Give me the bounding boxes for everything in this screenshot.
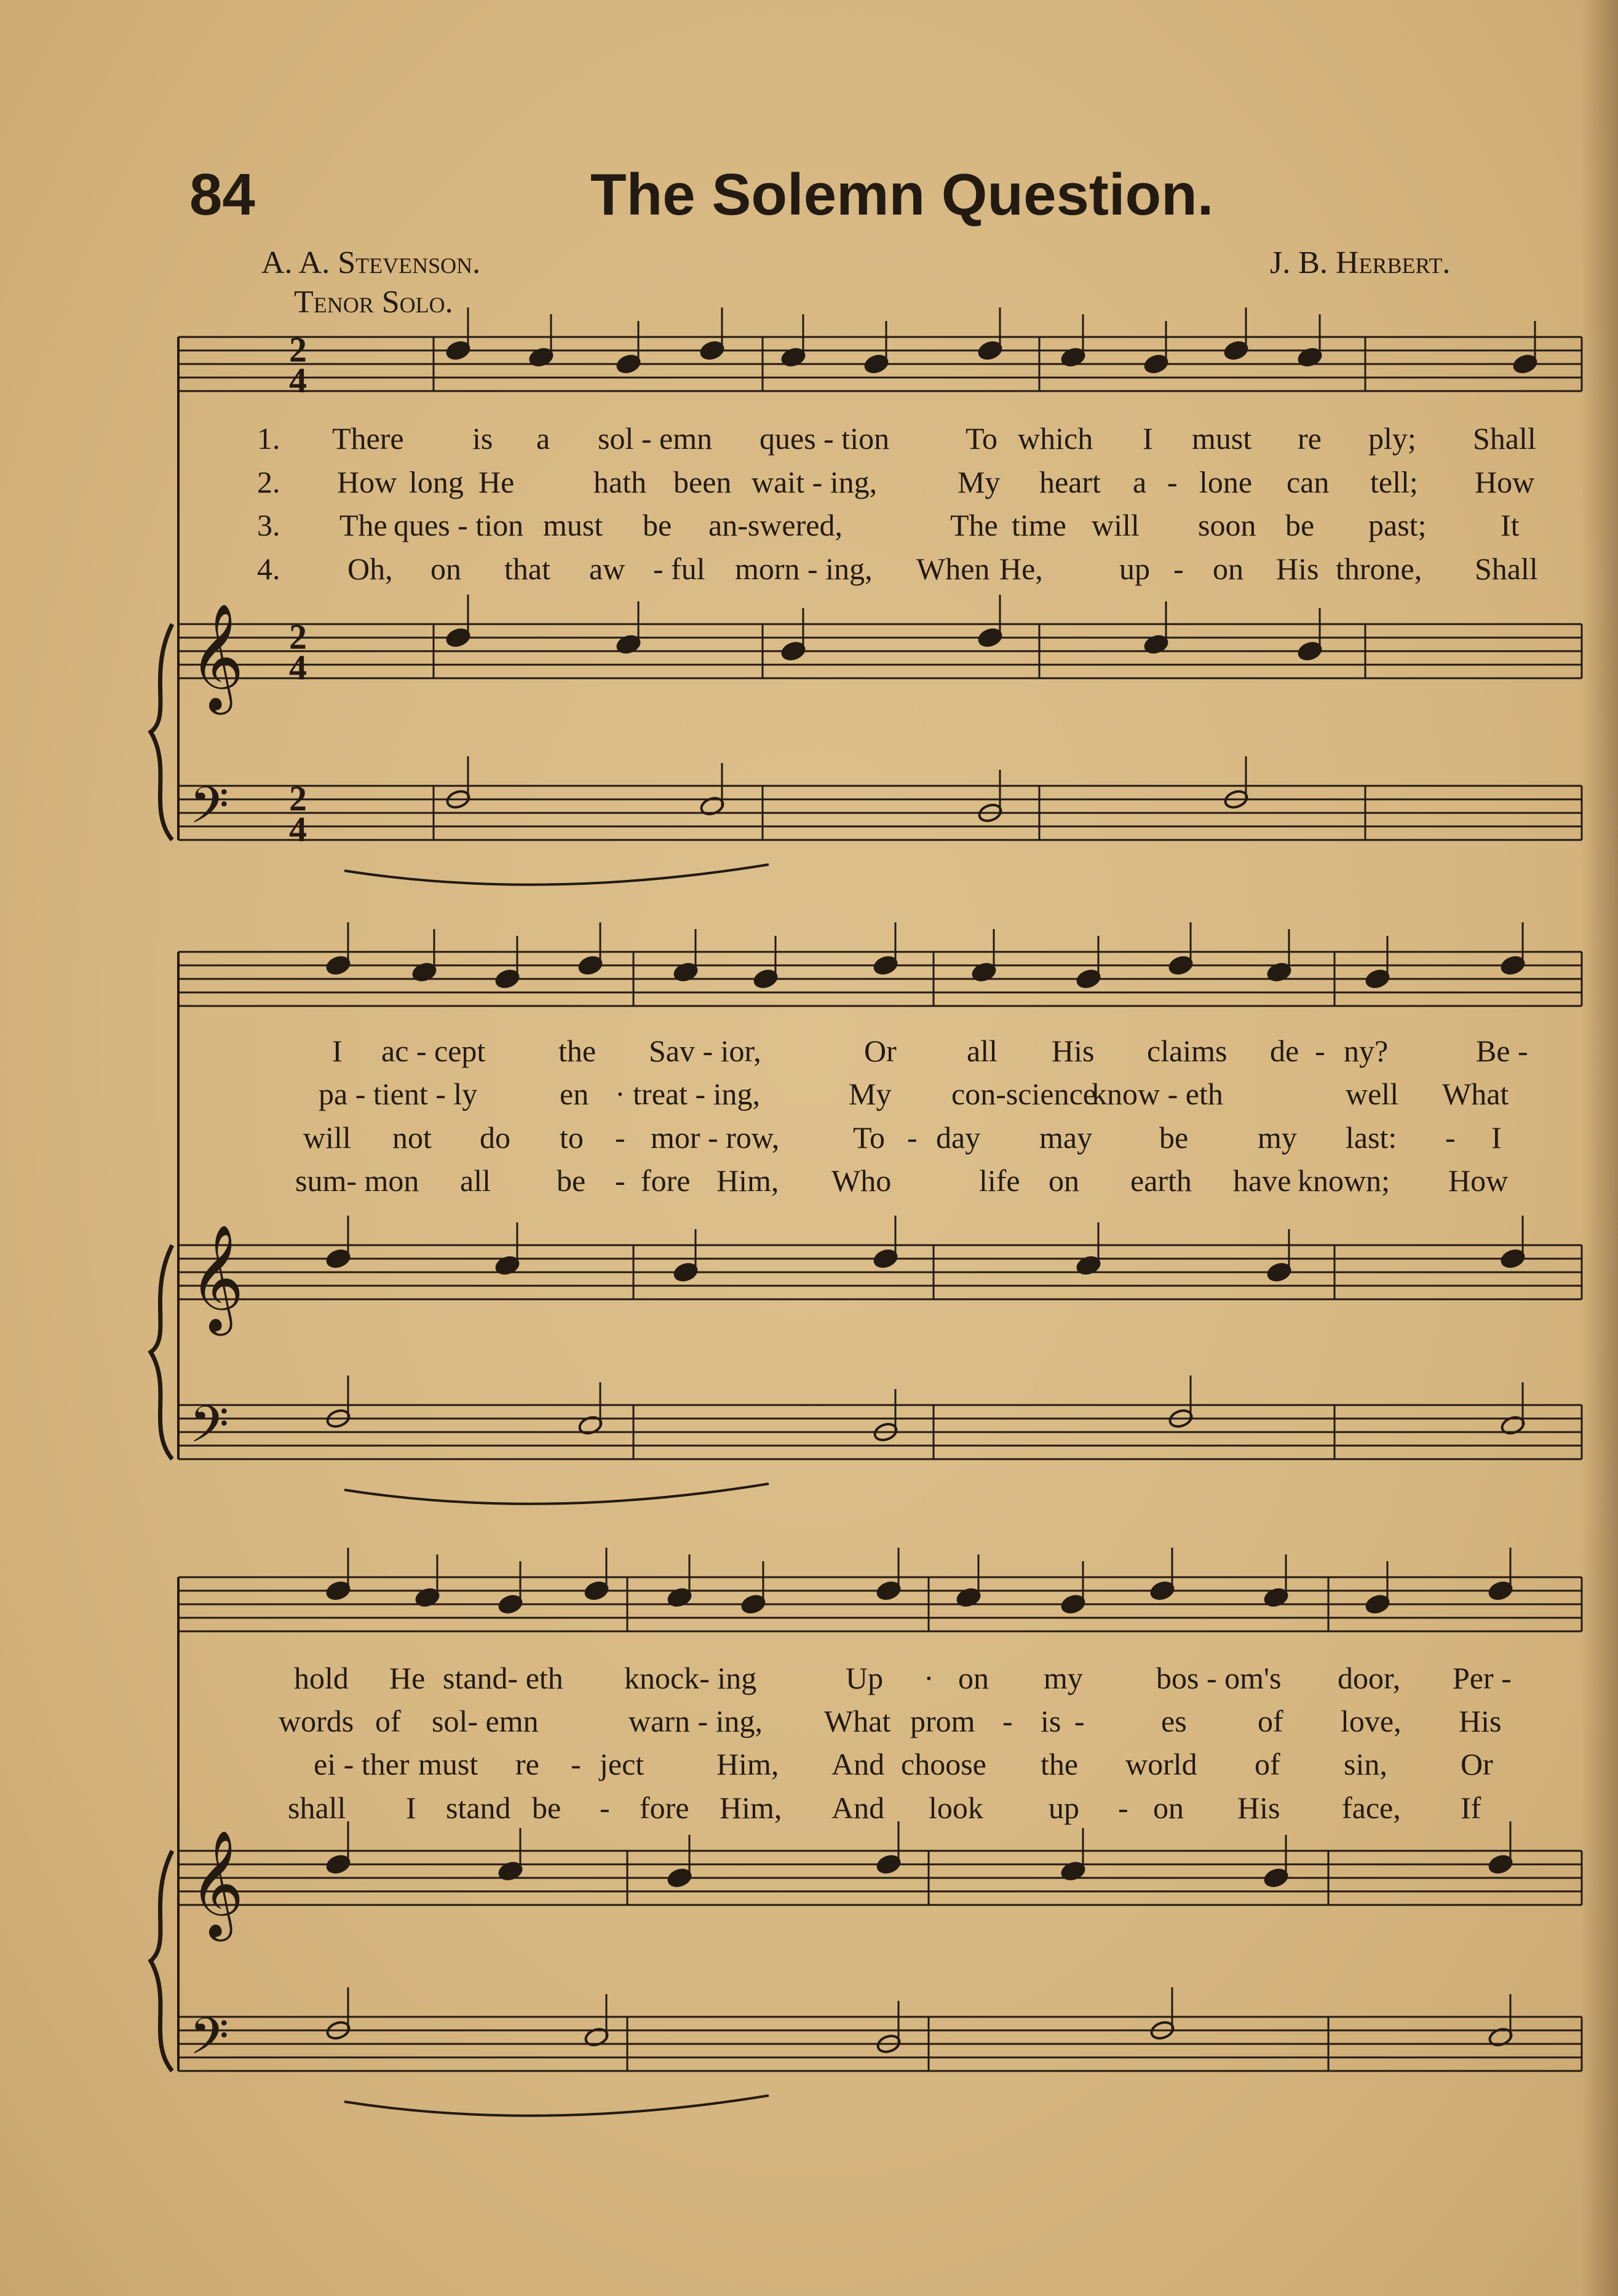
lyric-syllable: What [824, 1704, 891, 1738]
lyric-syllable: prom [910, 1704, 975, 1738]
lyric-syllable: do [480, 1120, 510, 1155]
lyric-syllable: re [515, 1747, 539, 1781]
lyric-syllable: is [1041, 1704, 1061, 1738]
lyric-syllable: Be - [1476, 1034, 1528, 1068]
lyric-syllable: must [1192, 421, 1252, 456]
lyric-syllable: on [430, 552, 461, 586]
lyric-syllable: - [1118, 1791, 1128, 1825]
lyric-syllable: His [1459, 1704, 1502, 1738]
treble-clef-icon: 𝄞 [189, 1224, 244, 1331]
lyric-syllable: To [853, 1120, 886, 1155]
lyric-syllable: aw [589, 552, 625, 586]
lyric-syllable: mor - row, [651, 1120, 780, 1155]
lyric-syllable: on [1153, 1791, 1184, 1825]
lyric-syllable: throne, [1336, 552, 1422, 586]
lyric-syllable: an-swered, [708, 508, 843, 542]
verse-line [0, 1660, 1618, 1697]
lyric-syllable: - [571, 1747, 581, 1781]
lyric-syllable: Him, [720, 1791, 782, 1825]
lyric-syllable: time [1012, 508, 1066, 542]
lyric-syllable: sin, [1344, 1747, 1387, 1781]
verse-line [0, 1033, 1618, 1070]
hymn-title: The Solemn Question. [590, 162, 1214, 228]
lyric-syllable: knock- ing [624, 1661, 757, 1695]
lyric-syllable: - [1445, 1120, 1456, 1155]
lyric-syllable: claims [1147, 1034, 1227, 1068]
lyric-syllable: sum- mon [295, 1163, 419, 1198]
time-signature-bottom: 4 [289, 809, 307, 849]
lyric-syllable: I [406, 1791, 416, 1825]
lyric-syllable: earth [1130, 1163, 1192, 1198]
lyric-syllable: the [558, 1034, 597, 1068]
lyric-syllable: fore [640, 1791, 689, 1825]
lyric-syllable: on [1213, 552, 1243, 586]
verse-line [0, 464, 1618, 501]
lyric-syllable: stand [446, 1791, 511, 1825]
lyric-syllable: - [907, 1120, 918, 1155]
time-signature-bottom: 4 [289, 647, 307, 687]
lyric-syllable: sol- emn [432, 1704, 539, 1738]
lyric-syllable: well [1346, 1077, 1399, 1111]
verse-number: 4. [257, 552, 280, 586]
lyric-syllable: of [1255, 1747, 1280, 1781]
lyric-syllable: Or [864, 1034, 897, 1068]
lyric-syllable: wait - ing, [751, 465, 878, 499]
lyric-syllable: · [924, 1661, 934, 1695]
lyric-syllable: be [532, 1791, 561, 1825]
verse-line [0, 507, 1618, 544]
lyric-syllable: es [1161, 1704, 1187, 1738]
verse-line [0, 1120, 1618, 1157]
lyric-syllable: will [1092, 508, 1140, 542]
time-signature-bottom: 4 [289, 360, 307, 400]
lyric-syllable: sol - emn [598, 421, 713, 456]
lyric-syllable: ply; [1368, 421, 1416, 456]
lyric-syllable: Sav - ior, [649, 1034, 761, 1068]
lyric-syllable: my [1258, 1120, 1297, 1155]
lyric-syllable: shall [288, 1791, 346, 1825]
lyric-syllable: It [1501, 508, 1520, 542]
verse-line [0, 1746, 1618, 1783]
lyric-syllable: Shall [1473, 421, 1536, 456]
lyric-syllable: ques - tion [394, 508, 524, 542]
lyric-syllable: on [958, 1661, 989, 1695]
lyric-syllable: words [279, 1704, 354, 1738]
verse-line [0, 551, 1618, 588]
lyric-syllable: There [332, 421, 404, 456]
composer-credit: J. B. Herbert. [1270, 245, 1451, 280]
lyric-syllable: morn - ing, [735, 552, 873, 586]
verse-line [0, 421, 1618, 457]
lyric-syllable: hold [294, 1661, 349, 1695]
lyric-syllable: To [966, 421, 998, 456]
lyric-syllable: Per - [1453, 1661, 1512, 1695]
author-credit: A. A. Stevenson. [261, 245, 481, 280]
lyric-syllable: love, [1341, 1704, 1402, 1738]
lyric-syllable: known; [1298, 1163, 1390, 1198]
lyric-syllable: lone [1199, 465, 1253, 499]
lyric-syllable: be [1285, 508, 1315, 542]
time-signature-top: 2 [289, 330, 307, 370]
lyric-syllable: How [1448, 1163, 1509, 1198]
lyric-syllable: If [1461, 1791, 1481, 1825]
lyric-syllable: - [1074, 1704, 1085, 1738]
lyric-syllable: a [536, 421, 550, 456]
time-signature-top: 2 [289, 617, 307, 657]
lyric-syllable: What [1442, 1077, 1509, 1111]
lyric-syllable: door, [1338, 1661, 1401, 1695]
grand-staff-brace [151, 1851, 172, 2071]
lyric-syllable: warn - ing, [629, 1704, 763, 1738]
lyric-syllable: be [557, 1163, 586, 1198]
bass-clef-icon: 𝄢 [189, 1395, 229, 1467]
lyric-syllable: Shall [1475, 552, 1538, 586]
verse-line [0, 1163, 1618, 1200]
lyric-syllable: last: [1346, 1120, 1397, 1155]
lyric-syllable: The [339, 508, 387, 542]
lyric-syllable: When [916, 552, 990, 586]
lyric-syllable: - [1167, 465, 1178, 499]
slur [344, 865, 769, 885]
lyric-syllable: long [409, 465, 464, 499]
lyric-syllable: How [1475, 465, 1535, 499]
lyric-syllable: soon [1198, 508, 1256, 542]
part-label: Tenor Solo. [294, 285, 453, 320]
verse-line [0, 1790, 1618, 1827]
lyric-syllable: Him, [716, 1747, 779, 1781]
lyric-syllable: past; [1368, 508, 1427, 542]
lyric-syllable: Him, [716, 1163, 779, 1198]
lyric-syllable: ac - cept [381, 1034, 486, 1068]
lyric-syllable: may [1039, 1120, 1093, 1155]
verse-number: 2. [257, 465, 280, 499]
lyric-syllable: on [1049, 1163, 1079, 1198]
grand-staff-brace [151, 1245, 172, 1459]
lyric-syllable: - [600, 1791, 610, 1825]
lyric-syllable: And [831, 1747, 885, 1781]
lyric-syllable: Up [846, 1661, 884, 1695]
lyric-syllable: The [950, 508, 998, 542]
lyric-syllable: the [1041, 1747, 1079, 1781]
lyric-syllable: My [958, 465, 1001, 499]
bass-clef-icon: 𝄢 [189, 775, 229, 847]
lyric-syllable: His [1276, 552, 1319, 586]
lyric-syllable: up [1049, 1791, 1079, 1825]
lyric-syllable: life [979, 1163, 1020, 1198]
verse-number: 3. [257, 508, 280, 542]
lyric-syllable: been [673, 465, 732, 499]
lyric-syllable: en [560, 1077, 589, 1111]
lyric-syllable: of [1258, 1704, 1283, 1738]
bass-clef-icon: 𝄢 [189, 2006, 229, 2078]
lyric-syllable: that [504, 552, 550, 586]
lyric-syllable: fore [641, 1163, 691, 1198]
slur [344, 2096, 769, 2116]
verse-line [0, 1703, 1618, 1740]
lyric-syllable: How [337, 465, 397, 499]
lyric-syllable: ny? [1344, 1034, 1389, 1068]
lyric-syllable: - ful [653, 552, 705, 586]
lyric-syllable: must [543, 508, 603, 542]
lyric-syllable: His [1237, 1791, 1280, 1825]
lyric-syllable: a [1133, 465, 1147, 499]
lyric-syllable: which [1018, 421, 1093, 456]
lyric-syllable: · treat - ing, [615, 1077, 761, 1111]
page-number: 84 [189, 162, 255, 228]
lyric-syllable: stand- eth [443, 1661, 563, 1695]
lyric-syllable: can [1287, 465, 1330, 499]
lyric-syllable: He, [999, 552, 1043, 586]
verse-number: 1. [257, 421, 280, 456]
lyric-syllable: - [1002, 1704, 1013, 1738]
lyric-syllable: bos - om's [1156, 1661, 1282, 1695]
lyric-syllable: tell; [1370, 465, 1418, 499]
lyric-syllable: ject [600, 1747, 644, 1781]
lyric-syllable: My [849, 1077, 892, 1111]
grand-staff-brace [151, 624, 172, 840]
lyric-syllable: be [643, 508, 672, 542]
lyric-syllable: - [615, 1120, 625, 1155]
treble-clef-icon: 𝄞 [189, 1830, 244, 1937]
lyric-syllable: de [1270, 1034, 1299, 1068]
time-signature-top: 2 [289, 778, 307, 818]
lyric-syllable: ei - ther [314, 1747, 410, 1781]
lyric-syllable: Or [1461, 1747, 1493, 1781]
lyric-syllable: is [472, 421, 493, 456]
lyric-syllable: And [831, 1791, 885, 1825]
lyric-syllable: will [303, 1120, 351, 1155]
lyric-syllable: choose [901, 1747, 986, 1781]
lyric-syllable: not [392, 1120, 432, 1155]
lyric-syllable: I [1491, 1120, 1502, 1155]
lyric-syllable: con-science [951, 1077, 1097, 1111]
lyric-syllable: ques - tion [759, 421, 890, 456]
lyric-syllable: hath [593, 465, 647, 499]
lyric-syllable: know - eth [1092, 1077, 1223, 1111]
lyric-syllable: to [560, 1120, 584, 1155]
lyric-syllable: He [478, 465, 515, 499]
lyric-syllable: day [936, 1120, 981, 1155]
lyric-syllable: pa - tient - ly [319, 1077, 478, 1111]
lyric-syllable: - [1173, 552, 1184, 586]
lyric-syllable: look [929, 1791, 983, 1825]
lyric-syllable: world [1125, 1747, 1197, 1781]
lyric-syllable: I [332, 1034, 343, 1068]
lyric-syllable: - [615, 1163, 625, 1198]
lyric-syllable: His [1052, 1034, 1095, 1068]
lyric-syllable: all [967, 1034, 997, 1068]
lyric-syllable: re [1298, 421, 1322, 456]
lyric-syllable: up [1119, 552, 1150, 586]
lyric-syllable: heart [1039, 465, 1101, 499]
lyric-syllable: Who [831, 1163, 892, 1198]
lyric-syllable: face, [1342, 1791, 1401, 1825]
lyric-syllable: all [460, 1163, 491, 1198]
lyric-syllable: must [418, 1747, 478, 1781]
lyric-syllable: of [375, 1704, 401, 1738]
lyric-syllable: be [1159, 1120, 1189, 1155]
lyric-syllable: have [1233, 1163, 1291, 1198]
verse-line [0, 1076, 1618, 1113]
lyric-syllable: - [1315, 1034, 1325, 1068]
treble-clef-icon: 𝄞 [189, 603, 244, 710]
lyric-syllable: He [389, 1661, 426, 1695]
lyric-syllable: Oh, [347, 552, 393, 586]
slur [344, 1484, 769, 1504]
lyric-syllable: my [1044, 1661, 1083, 1695]
lyric-syllable: I [1143, 421, 1153, 456]
